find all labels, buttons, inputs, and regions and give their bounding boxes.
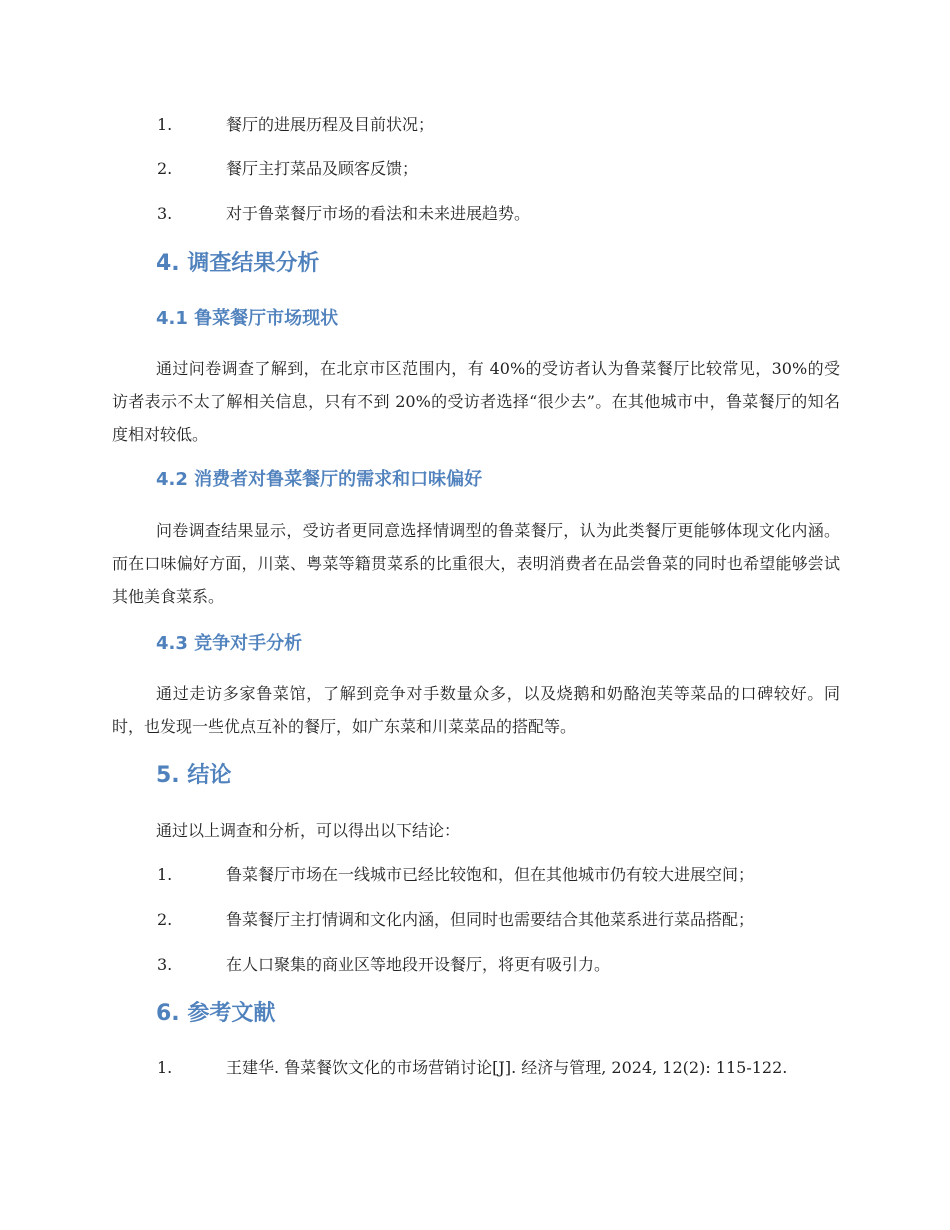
paragraph: 通过问卷调查了解到，在北京市区范围内，有 40%的受访者认为鲁菜餐厅比较常见，30%的受访者表示不太了解相关信息，只有不到 20%的受访者选择“很少去”。在其他城市中，鲁菜餐厅的知名度相对较低。: [112, 359, 840, 444]
list-number: 2.: [157, 910, 173, 929]
list-number: 1.: [157, 1058, 173, 1077]
reference-text: 王建华. 鲁菜餐饮文化的市场营销讨论[J]. 经济与管理, 2024, 12(2): 115-122.: [226, 1058, 788, 1077]
list-text: 鲁菜餐厅市场在一线城市已经比较饱和，但在其他城市仍有较大进展空间；: [226, 865, 755, 884]
list-number: 3.: [157, 955, 173, 974]
list-text: 餐厅的进展历程及目前状况；: [226, 115, 435, 134]
paragraph: 通过走访多家鲁菜馆，了解到竞争对手数量众多，以及烧鹅和奶酪泡芙等菜品的口碑较好。同时，也发现一些优点互补的餐厅，如广东菜和川菜菜品的搭配等。: [112, 684, 840, 736]
section-heading: 4. 调查结果分析: [156, 251, 320, 276]
subsection-heading: 4.2 消费者对鲁菜餐厅的需求和口味偏好: [156, 469, 483, 490]
subsection-heading: 4.1 鲁菜餐厅市场现状: [156, 308, 339, 329]
list-number: 3.: [157, 204, 173, 223]
list-number: 1.: [157, 115, 173, 134]
section-heading: 5. 结论: [156, 763, 232, 788]
paragraph: 问卷调查结果显示，受访者更同意选择情调型的鲁菜餐厅，认为此类餐厅更能够体现文化内涵。而在口味偏好方面，川菜、粤菜等籍贯菜系的比重很大，表明消费者在品尝鲁菜的同时也希望能够尝试其他美食菜系。: [112, 521, 840, 606]
list-number: 2.: [157, 159, 173, 178]
list-text: 餐厅主打菜品及顾客反馈；: [226, 159, 419, 178]
list-text: 对于鲁菜餐厅市场的看法和未来进展趋势。: [226, 204, 531, 223]
subsection-heading: 4.3 竞争对手分析: [156, 633, 303, 654]
list-text: 在人口聚集的商业区等地段开设餐厅，将更有吸引力。: [226, 955, 611, 974]
section-heading: 6. 参考文献: [156, 1001, 276, 1026]
paragraph: 通过以上调查和分析，可以得出以下结论：: [156, 821, 461, 840]
list-number: 1.: [157, 865, 173, 884]
list-text: 鲁菜餐厅主打情调和文化内涵，但同时也需要结合其他菜系进行菜品搭配；: [226, 910, 755, 929]
